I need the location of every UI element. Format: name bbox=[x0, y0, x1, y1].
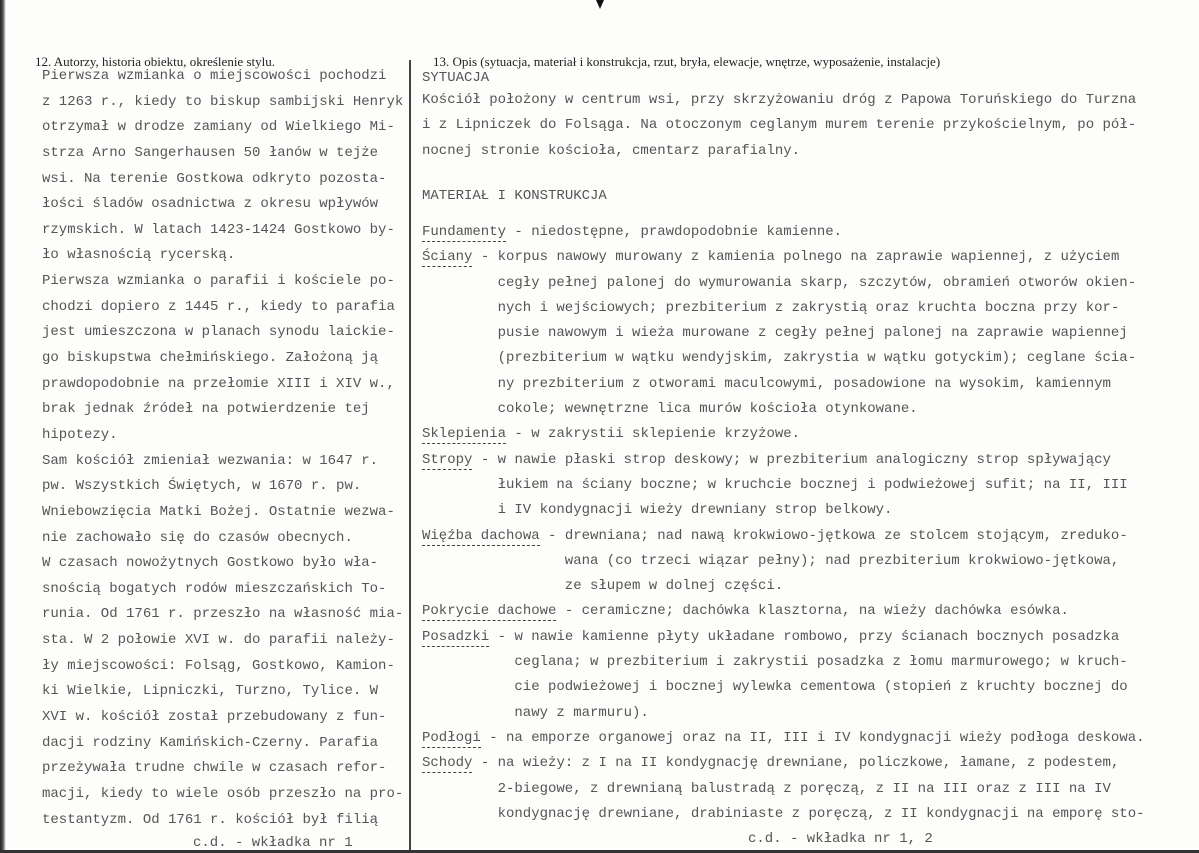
text-line: nie zachowało się do czasów obecnych. bbox=[42, 529, 353, 546]
entry-continuation-line bbox=[422, 321, 1145, 346]
entry-text: na emporze organowej oraz na II, III i IV kondygnacji wieży podłoga deskowa. bbox=[506, 729, 1145, 746]
entry-label: Ściany bbox=[422, 249, 473, 266]
text-line: Pierwsza wzmianka o miejscowości pochodzi bbox=[42, 68, 387, 84]
entry-continuation-line bbox=[422, 346, 1145, 371]
entry-text: ze słupem w dolnej części. bbox=[564, 578, 784, 595]
entry-text: nawy z marmuru). bbox=[514, 704, 649, 721]
entry-separator: - bbox=[472, 249, 498, 266]
entry-continuation-line bbox=[422, 296, 1145, 321]
entry-label: Pokrycie dachowe bbox=[422, 603, 557, 620]
text-line: z 1263 r., kiedy to biskup sambijski Henryk bbox=[42, 93, 404, 110]
text-line: i z Lipniczek do Folsąga. Na otoczonym ceglanym murem terenie przykościelnym, po pół- bbox=[422, 117, 1137, 134]
entry-text: korpus nawowy murowany z kamienia polnego na zaprawie wapiennej, z użyciem bbox=[497, 249, 1120, 266]
text-line: W czasach nowożytnych Gostkowo było wła- bbox=[42, 555, 379, 572]
text-line: nocnej stronie kościoła, cmentarz parafialny. bbox=[422, 142, 801, 159]
entry-continuation-line bbox=[422, 473, 1145, 498]
entry-first-line bbox=[422, 524, 1145, 549]
entry-więźba-dachowa bbox=[422, 524, 1145, 600]
entry-label: Więźba dachowa bbox=[422, 527, 540, 544]
entry-ściany bbox=[422, 245, 1145, 422]
text-line: macji, kiedy to wiele osób przeszło na pro- bbox=[42, 785, 404, 802]
entry-label: Schody bbox=[422, 755, 473, 772]
entry-text: niedostępne, prawdopodobnie kamienne. bbox=[531, 224, 843, 240]
entry-separator: - bbox=[472, 451, 498, 468]
entry-podłogi bbox=[422, 726, 1145, 751]
entry-separator: - bbox=[489, 628, 515, 645]
text-line: chodzi dopiero z 1445 r., kiedy to parafia bbox=[42, 298, 395, 315]
entry-separator: - bbox=[556, 603, 582, 620]
text-line: jest umieszczona w planach synodu laickie- bbox=[42, 324, 395, 341]
text-line: hipotezy. bbox=[42, 426, 118, 443]
text-line: ki Wielkie, Lipniczki, Turzno, Tylice. W bbox=[42, 683, 379, 700]
entry-first-line bbox=[422, 422, 1145, 447]
entry-text: ceglana; w prezbiterium i zakrystii posadzka z łomu marmurowego; w kruch- bbox=[514, 654, 1128, 671]
text-line: dacji rodziny Kamińskich-Czerny. Parafia bbox=[42, 734, 379, 751]
entry-text: ny prezbiterium z otworami maculcowymi, posadowione na wysokim, kamiennym bbox=[497, 375, 1111, 392]
text-line: Kościół położony w centrum wsi, przy skrzyżowaniu dróg z Papowa Toruńskiego do Turzna bbox=[422, 92, 1137, 108]
text-line: go biskupstwa chełmińskiego. Założoną ją bbox=[42, 350, 379, 367]
section-12-header: 12. Autorzy, historia obiektu, określenie stylu. bbox=[35, 54, 275, 69]
text-line: Wniebowzięcia Matki Bożej. Ostatnie wezwa- bbox=[42, 503, 395, 520]
material-heading: MATERIAŁ I KONSTRUKCJA bbox=[422, 188, 607, 204]
text-line: Pierwsza wzmianka o parafii i kościele po- bbox=[42, 273, 395, 290]
entry-posadzki bbox=[422, 625, 1145, 726]
entry-label: Stropy bbox=[422, 451, 473, 468]
entry-pokrycie-dachowe bbox=[422, 599, 1145, 624]
entry-continuation-line bbox=[422, 498, 1145, 523]
entry-separator: - bbox=[539, 527, 565, 544]
entry-label: Posadzki bbox=[422, 628, 490, 645]
material-entries bbox=[422, 220, 1145, 827]
entry-continuation-line bbox=[422, 271, 1145, 296]
entry-first-line bbox=[422, 625, 1145, 650]
text-line: rzymskich. W latach 1423-1424 Gostkowo by- bbox=[42, 221, 395, 238]
situation-heading: SYTUACJA bbox=[422, 70, 490, 86]
entry-text: w nawie kamienne płyty układane rombowo, przy ścianach bocznych posadzka bbox=[514, 628, 1120, 645]
entry-text: i IV kondygnacji wieży drewniany strop belkowy. bbox=[497, 502, 893, 519]
entry-text: kondygnację drewniane, drabiniaste z poręczą, z II kondygnacji na emporę sto- bbox=[497, 805, 1145, 822]
entry-separator: - bbox=[506, 426, 532, 443]
entry-text: pusie nawowym i wieża murowane z cegły pełnej palonej na zaprawie wapiennej bbox=[497, 325, 1128, 342]
entry-text: ceramiczne; dachówka klasztorna, na wieży dachówka esówka. bbox=[581, 603, 1069, 620]
entry-separator: - bbox=[472, 755, 498, 772]
text-line: sta. W 2 połowie XVI w. do parafii należy- bbox=[42, 632, 395, 649]
text-line: wsi. Na terenie Gostkowa odkryto pozosta- bbox=[42, 170, 387, 187]
entry-continuation-line bbox=[422, 777, 1145, 802]
entry-continuation-line bbox=[422, 574, 1145, 599]
entry-first-line bbox=[422, 220, 1145, 245]
entry-continuation-line bbox=[422, 650, 1145, 675]
section-13-header: 13. Opis (sytuacja, materiał i konstrukcja, rzut, bryła, elewacje, wnętrze, wyposażenie, instalacje) bbox=[433, 54, 941, 69]
entry-separator: - bbox=[506, 224, 532, 240]
text-line: ły miejscowości: Folsąg, Gostkowo, Kamion- bbox=[42, 657, 395, 674]
entry-continuation-line bbox=[422, 397, 1145, 422]
top-mark bbox=[596, 0, 604, 9]
entry-first-line bbox=[422, 245, 1145, 270]
text-line: otrzymał w drodze zamiany od Wielkiego Mi- bbox=[42, 119, 395, 136]
entry-text: 2-biegowe, z drewnianą balustradą z poręczą, z II na III oraz z III na IV bbox=[497, 780, 1111, 797]
text-line: strza Arno Sangerhausen 50 łanów w tejże bbox=[42, 144, 379, 161]
entry-label: Podłogi bbox=[422, 729, 481, 746]
left-continuation-note: c.d. - wkładka nr 1 bbox=[193, 835, 353, 851]
text-line: testantyzm. Od 1761 r. kościół był filią bbox=[42, 811, 379, 828]
entry-text: łukiem na ściany boczne; w kruchcie bocznej i podwieżowej sufit; na II, III bbox=[497, 476, 1128, 493]
entry-text: cegły pełnej palonej do wymurowania skarp, szczytów, obramień otworów okien- bbox=[497, 274, 1137, 291]
column-divider bbox=[409, 60, 411, 850]
entry-separator: - bbox=[480, 729, 507, 746]
entry-first-line bbox=[422, 726, 1145, 751]
text-line: prawdopodobnie na przełomie XIII i XIV w., bbox=[42, 375, 395, 392]
text-line: snością bogatych rodów mieszczańskich To- bbox=[42, 580, 387, 597]
text-line: ło własnością rycerską. bbox=[42, 247, 236, 264]
entry-first-line bbox=[422, 599, 1145, 624]
text-line: runia. Od 1761 r. przeszło na własność mia- bbox=[42, 606, 404, 623]
page-edge bbox=[0, 0, 6, 853]
entry-label: Sklepienia bbox=[422, 426, 507, 443]
entry-sklepienia bbox=[422, 422, 1145, 447]
entry-continuation-line bbox=[422, 549, 1145, 574]
text-line: pw. Wszystkich Świętych, w 1670 r. pw. bbox=[42, 478, 362, 495]
entry-text: w nawie płaski strop deskowy; w prezbiterium analogiczny strop spływający bbox=[497, 451, 1111, 468]
entry-continuation-line bbox=[422, 701, 1145, 726]
text-line: przeżywała trudne chwile w czasach refor- bbox=[42, 760, 387, 777]
entry-text: w zakrystii sklepienie krzyżowe. bbox=[531, 426, 801, 443]
entry-first-line bbox=[422, 751, 1145, 776]
entry-text: drewniana; nad nawą krokwiowo-jętkowa ze stolcem stojącym, zreduko- bbox=[564, 527, 1128, 544]
entry-first-line bbox=[422, 448, 1145, 473]
entry-schody bbox=[422, 751, 1145, 827]
entry-label: Fundamenty bbox=[422, 224, 507, 240]
entry-stropy bbox=[422, 448, 1145, 524]
situation-text bbox=[422, 88, 1136, 164]
entry-fundamenty bbox=[422, 220, 1145, 245]
entry-continuation-line bbox=[422, 372, 1145, 397]
text-line: łości śladów osadnictwa z okresu wpływów bbox=[42, 196, 379, 213]
entry-text: nych i wejściowych; prezbiterium z zakrystią oraz kruchta boczna przy kor- bbox=[497, 299, 1120, 316]
text-line: Sam kościół zmieniał wezwania: w 1647 r. bbox=[42, 452, 379, 469]
entry-text: cokole; wewnętrzne lica murów kościoła otynkowane. bbox=[497, 401, 918, 418]
text-line: XVI w. kościół został przebudowany z fun- bbox=[42, 709, 387, 726]
entry-text: wana (co trzeci wiązar pełny); nad prezbiterium krokwiowo-jętkowa, bbox=[564, 552, 1120, 569]
text-line: brak jednak źródeł na potwierdzenie tej bbox=[42, 401, 370, 418]
right-continuation-note: c.d. - wkładka nr 1, 2 bbox=[748, 831, 933, 847]
history-text bbox=[42, 64, 403, 833]
entry-text: (prezbiterium w wątku wendyjskim, zakrystia w wątku gotyckim); ceglane ścia- bbox=[497, 350, 1137, 367]
entry-continuation-line bbox=[422, 675, 1145, 700]
entry-text: na wieży: z I na II kondygnację drewniane, policzkowe, łamane, z podestem, bbox=[497, 755, 1120, 772]
entry-continuation-line bbox=[422, 802, 1145, 827]
entry-text: cie podwieżowej i bocznej wylewka cementowa (stopień z kruchty bocznej do bbox=[514, 679, 1128, 696]
